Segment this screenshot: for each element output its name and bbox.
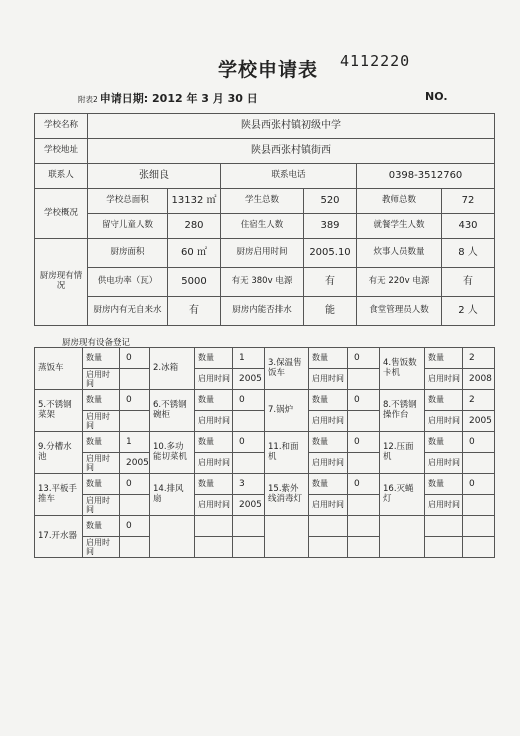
empty-cell [233,516,265,537]
v220-value: 有 [442,268,495,297]
equipment-name: 14.排风扇 [150,474,195,516]
start-date-label: 启用时间 [83,495,120,516]
equipment-row [35,432,495,453]
quantity-label: 数量 [309,348,348,369]
start-date-label: 启用时间 [195,369,233,390]
phone-label: 联系电话 [221,164,357,189]
quantity-label: 数量 [309,432,348,453]
canteen-manager-label: 食堂管理员人数 [357,297,442,326]
start-date-label: 启用时间 [83,453,120,474]
equipment-name: 5.不锈钢菜架 [35,390,83,432]
start-date-label: 启用时间 [425,411,463,432]
drainage-label: 厨房内能否排水 [221,297,304,326]
start-date-value [348,411,380,432]
power-label: 供电功率（瓦） [88,268,168,297]
school-info-table [34,113,495,326]
equipment-name: 13.平板手推车 [35,474,83,516]
start-date-value [463,495,495,516]
start-date-label: 启用时间 [83,537,120,558]
diners-value: 430 [442,214,495,239]
equipment-name: 9.分槽水池 [35,432,83,474]
empty-cell [348,537,380,558]
quantity-label: 数量 [195,474,233,495]
start-date-value: 2005 [463,411,495,432]
start-date-value: 2005 [233,495,265,516]
equipment-name: 3.保温售饭车 [265,348,309,390]
left-behind-label: 留守儿童人数 [88,214,168,239]
quantity-value: 1 [233,348,265,369]
start-date-label: 启用时间 [425,369,463,390]
empty-cell [463,516,495,537]
empty-cell [309,537,348,558]
quantity-label: 数量 [309,390,348,411]
start-date-value: 2005 [233,369,265,390]
power-value: 5000 [168,268,221,297]
quantity-label: 数量 [83,348,120,369]
empty-cell [195,537,233,558]
school-name-label: 学校名称 [35,114,88,139]
quantity-value: 3 [233,474,265,495]
school-overview-label: 学校概况 [35,189,88,239]
quantity-value: 0 [463,432,495,453]
quantity-value: 0 [348,348,380,369]
quantity-label: 数量 [309,474,348,495]
equipment-name: 蒸饭车 [35,348,83,390]
start-date-label: 启用时间 [195,411,233,432]
equipment-table [34,347,495,558]
equipment-name: 6.不锈钢碗柜 [150,390,195,432]
contact-label: 联系人 [35,164,88,189]
start-date-value: 2008 [463,369,495,390]
tap-water-value: 有 [168,297,221,326]
total-area-label: 学校总面积 [88,189,168,214]
equipment-name: 7.锅炉 [265,390,309,432]
equipment-name: 15.紫外线消毒灯 [265,474,309,516]
start-date-label: 启用时间 [425,495,463,516]
quantity-value: 0 [120,390,150,411]
phone-value: 0398-3512760 [357,164,495,189]
empty-cell [463,537,495,558]
equipment-name: 11.和面机 [265,432,309,474]
start-date-value [348,495,380,516]
total-area-value: 13132 ㎡ [168,189,221,214]
empty-cell [425,516,463,537]
quantity-value: 0 [348,390,380,411]
equipment-row [35,474,495,495]
student-count-label: 学生总数 [221,189,304,214]
start-date-value [120,411,150,432]
quantity-label: 数量 [195,348,233,369]
cooks-value: 8 人 [442,239,495,268]
empty-cell [265,516,309,558]
start-date-value [348,369,380,390]
boarders-label: 住宿生人数 [221,214,304,239]
empty-cell [380,516,425,558]
quantity-label: 数量 [195,432,233,453]
v380-value: 有 [304,268,357,297]
canteen-manager-value: 2 人 [442,297,495,326]
start-date-value [463,453,495,474]
left-behind-value: 280 [168,214,221,239]
kitchen-area-label: 厨房面积 [88,239,168,268]
start-date-label: 启用时间 [83,411,120,432]
start-date-label: 启用时间 [309,495,348,516]
start-date-label: 启用时间 [425,453,463,474]
contact-value: 张细良 [88,164,221,189]
equipment-name: 4.售饭数卡机 [380,348,425,390]
empty-cell [309,516,348,537]
quantity-value: 2 [463,348,495,369]
empty-cell [233,537,265,558]
empty-cell [195,516,233,537]
empty-cell [348,516,380,537]
quantity-value: 0 [348,474,380,495]
equipment-body [35,348,495,558]
start-date-label: 启用时间 [195,495,233,516]
drainage-value: 能 [304,297,357,326]
equipment-row [35,516,495,537]
start-date-value [233,453,265,474]
start-date-label: 启用时间 [195,453,233,474]
start-date-label: 启用时间 [309,369,348,390]
school-name-value: 陕县西张村镇初级中学 [88,114,495,139]
teacher-count-value: 72 [442,189,495,214]
start-date-value: 2005 [120,453,150,474]
tap-water-label: 厨房内有无自来水 [88,297,168,326]
v220-label: 有无 220v 电源 [357,268,442,297]
start-date-label: 启用时间 [309,411,348,432]
empty-cell [150,516,195,558]
quantity-label: 数量 [425,432,463,453]
equipment-row [35,348,495,369]
quantity-value: 0 [233,432,265,453]
quantity-value: 2 [463,390,495,411]
start-date-value [120,537,150,558]
quantity-value: 0 [348,432,380,453]
boarders-value: 389 [304,214,357,239]
quantity-label: 数量 [83,474,120,495]
kitchen-status-label: 厨房现有情况 [35,239,88,326]
quantity-value: 0 [120,474,150,495]
quantity-value: 0 [120,348,150,369]
teacher-count-label: 教师总数 [357,189,442,214]
start-date-value [120,369,150,390]
equipment-name: 2.冰箱 [150,348,195,390]
equipment-name: 10.多功能切菜机 [150,432,195,474]
equipment-caption: 厨房现有设备登记 [62,338,131,348]
equipment-name: 16.灭蝇灯 [380,474,425,516]
serial-number: 4112220 [340,52,411,70]
quantity-value: 0 [463,474,495,495]
quantity-label: 数量 [425,348,463,369]
quantity-value: 0 [233,390,265,411]
date-value: 2012 年 3 月 30 日 [152,92,258,105]
attachment-label: 附表2 [78,95,98,104]
kitchen-start-value: 2005.10 [304,239,357,268]
quantity-label: 数量 [425,474,463,495]
kitchen-start-label: 厨房启用时间 [221,239,304,268]
application-date-line: 附表2 申请日期: 2012 年 3 月 30 日 [78,92,258,105]
v380-label: 有无 380v 电源 [221,268,304,297]
start-date-value [233,411,265,432]
start-date-value [348,453,380,474]
quantity-value: 0 [120,516,150,537]
start-date-label: 启用时间 [309,453,348,474]
date-label: 申请日期 [99,92,144,105]
quantity-value: 1 [120,432,150,453]
start-date-label: 启用时间 [83,369,120,390]
empty-cell [425,537,463,558]
equipment-name: 8.不锈钢操作台 [380,390,425,432]
quantity-label: 数量 [83,390,120,411]
diners-label: 就餐学生人数 [357,214,442,239]
quantity-label: 数量 [425,390,463,411]
cooks-label: 炊事人员数量 [357,239,442,268]
student-count-value: 520 [304,189,357,214]
equipment-name: 12.压面机 [380,432,425,474]
start-date-value [120,495,150,516]
quantity-label: 数量 [195,390,233,411]
quantity-label: 数量 [83,516,120,537]
school-address-label: 学校地址 [35,139,88,164]
quantity-label: 数量 [83,432,120,453]
number-label: NO. [425,90,448,103]
kitchen-area-value: 60 ㎡ [168,239,221,268]
form-title: 学校申请表 [218,59,319,81]
school-address-value: 陕县西张村镇街西 [88,139,495,164]
equipment-row [35,390,495,411]
equipment-name: 17.开水器 [35,516,83,558]
